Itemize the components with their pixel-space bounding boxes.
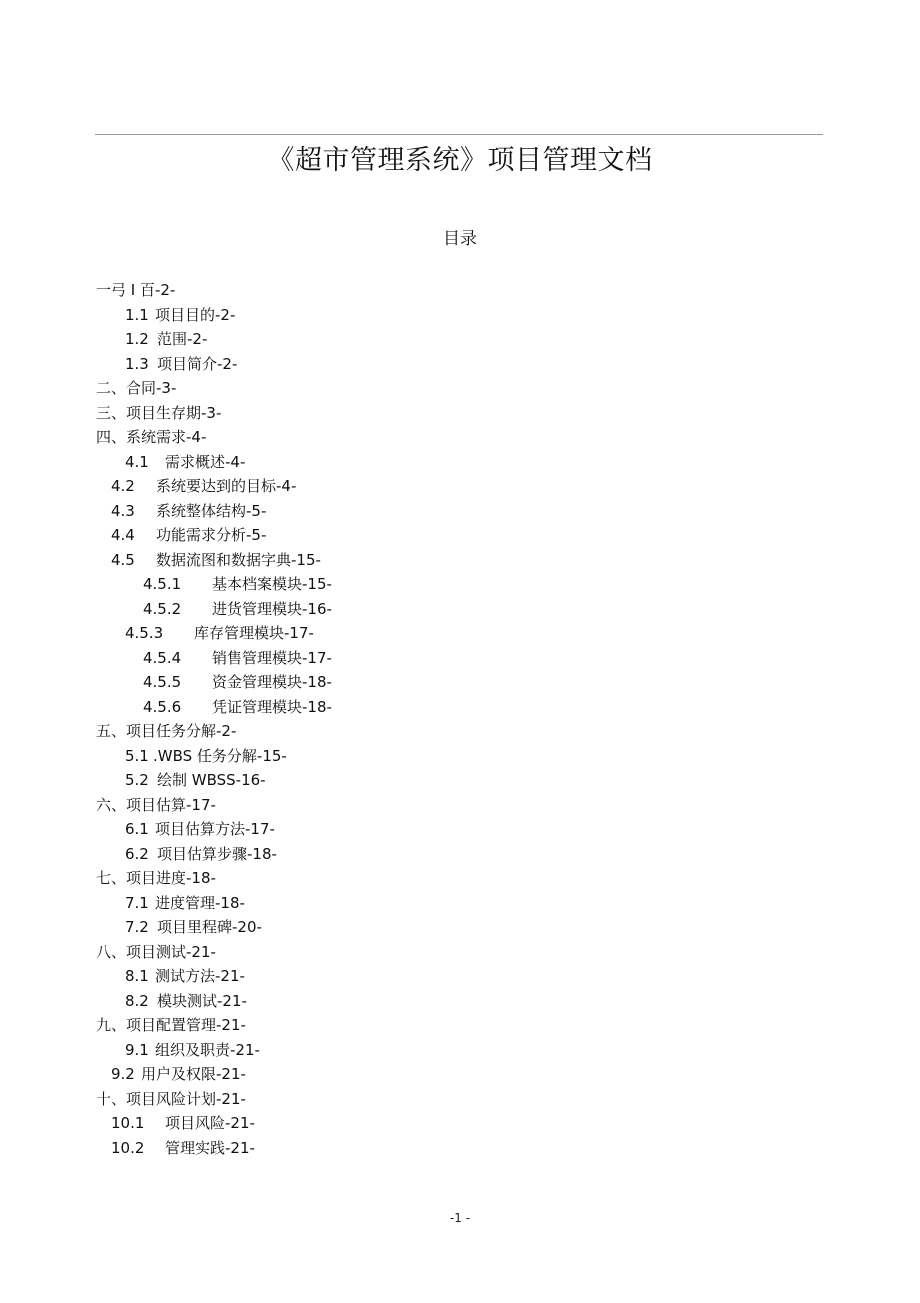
toc-item-text: 六、项目估算-17- <box>96 795 216 814</box>
toc-item-text: 五、项目任务分解-2- <box>96 722 237 740</box>
toc-item-text: 凭证管理模块-18- <box>212 697 332 716</box>
toc-item-text: 二、合同-3- <box>96 379 177 397</box>
toc-item[interactable] <box>0 474 920 499</box>
toc-item-text: 范围-2- <box>157 330 208 348</box>
toc-item-text: 系统整体结构-5- <box>156 501 267 520</box>
toc-item-text: 库存管理模块-17- <box>194 624 314 642</box>
toc-item[interactable] <box>0 719 920 744</box>
toc-item-number: 1.2 <box>125 330 149 348</box>
toc-item-text: 需求概述-4- <box>165 452 246 471</box>
toc-item[interactable] <box>0 1038 920 1063</box>
toc-item[interactable] <box>0 572 920 597</box>
toc-item-number: 10.1 <box>111 1114 145 1132</box>
toc-item-number: 4.5.1 <box>143 575 182 593</box>
toc-item-number: 4.2 <box>111 477 135 495</box>
toc-item[interactable] <box>0 352 920 377</box>
toc-item[interactable] <box>0 1087 920 1112</box>
toc-item-number: 7.2 <box>125 918 149 936</box>
toc-item[interactable] <box>0 646 920 671</box>
toc-item-number: 8.2 <box>125 991 149 1010</box>
toc-item-text: 九、项目配置管理-21- <box>96 1016 246 1034</box>
toc-item[interactable] <box>0 401 920 426</box>
toc-item-text: 绘制 WBSS-16- <box>157 771 266 789</box>
toc-item-text: 项目目的-2- <box>155 305 236 324</box>
toc-item-text: 三、项目生存期-3- <box>96 403 222 422</box>
toc-item-number: 1.3 <box>125 354 149 373</box>
toc-item[interactable] <box>0 695 920 720</box>
toc-item[interactable] <box>0 1111 920 1136</box>
toc-item-text: 项目估算方法-17- <box>155 820 275 838</box>
toc-item-text: 基本档案模块-15- <box>212 575 332 593</box>
toc-item[interactable] <box>0 866 920 891</box>
toc-item[interactable] <box>0 940 920 965</box>
toc-item-text: 测试方法-21- <box>155 967 245 985</box>
toc-item[interactable] <box>0 450 920 475</box>
document-title: 《超市管理系统》项目管理文档 <box>267 145 653 176</box>
page-number: -1 - <box>449 1211 471 1225</box>
toc-item[interactable] <box>0 964 920 989</box>
toc-item-text: 四、系统需求-4- <box>96 428 207 446</box>
toc-item-text: 进度管理-18- <box>155 893 245 912</box>
toc-item-text: 管理实践-21- <box>165 1138 255 1157</box>
toc-item-text: 一弓 I 百-2- <box>96 281 176 299</box>
toc-item-text: 项目估算步骤-18- <box>157 844 277 863</box>
toc-item-number: 4.5 <box>111 550 135 569</box>
toc-item[interactable] <box>0 278 920 303</box>
toc-item-number: 4.4 <box>111 526 135 544</box>
toc-item-text: 系统要达到的目标-4- <box>156 477 297 495</box>
toc-item-number: 4.5.6 <box>143 697 182 716</box>
toc-item[interactable] <box>0 891 920 916</box>
toc-item[interactable] <box>0 768 920 793</box>
header-rule <box>95 134 823 135</box>
toc-item[interactable] <box>0 499 920 524</box>
toc-item-number: 4.5.5 <box>143 673 182 691</box>
toc-item-text: 项目风险-21- <box>165 1114 255 1132</box>
toc-item-text: 模块测试-21- <box>157 991 247 1010</box>
toc-item-number: 4.5.4 <box>143 648 182 667</box>
toc-item-text: 资金管理模块-18- <box>212 673 332 691</box>
toc-item-number: 9.1 <box>125 1040 149 1059</box>
toc-item[interactable] <box>0 1062 920 1087</box>
toc-item[interactable] <box>0 597 920 622</box>
toc-item-number: 9.2 <box>111 1065 135 1083</box>
toc-item-number: 5.2 <box>125 771 149 789</box>
toc-item[interactable] <box>0 1136 920 1161</box>
toc-item-number: 4.5.3 <box>125 624 164 642</box>
toc-item[interactable] <box>0 1013 920 1038</box>
toc-item[interactable] <box>0 915 920 940</box>
toc-item-number: 6.1 <box>125 820 149 838</box>
toc-item[interactable] <box>0 327 920 352</box>
toc-item-number: 8.1 <box>125 967 149 985</box>
toc-item-text: 数据流图和数据字典-15- <box>156 550 321 569</box>
toc-item[interactable] <box>0 817 920 842</box>
toc-item-number: 4.5.2 <box>143 599 182 618</box>
toc-item-number: 4.3 <box>111 501 135 520</box>
toc-item[interactable] <box>0 548 920 573</box>
toc-item[interactable] <box>0 744 920 769</box>
toc-item-text: 十、项目风险计划-21- <box>96 1089 246 1108</box>
toc-item[interactable] <box>0 425 920 450</box>
toc-item[interactable] <box>0 793 920 818</box>
toc-item-text: 用户及权限-21- <box>141 1065 246 1083</box>
toc-item-text: .WBS 任务分解-15- <box>153 746 287 765</box>
toc-item-text: 组织及职责-21- <box>155 1040 260 1059</box>
toc-item[interactable] <box>0 670 920 695</box>
toc-item-text: 八、项目测试-21- <box>96 942 216 961</box>
toc-item[interactable] <box>0 303 920 328</box>
table-of-contents <box>0 278 920 1160</box>
toc-item-number: 7.1 <box>125 893 149 912</box>
toc-item-text: 项目里程碑-20- <box>157 918 262 936</box>
toc-item-text: 项目简介-2- <box>157 354 238 373</box>
toc-item-number: 10.2 <box>111 1138 145 1157</box>
toc-item-text: 功能需求分析-5- <box>156 526 267 544</box>
toc-item[interactable] <box>0 621 920 646</box>
toc-item-number: 4.1 <box>125 452 149 471</box>
toc-heading: 目录 <box>443 229 477 249</box>
toc-item-text: 进货管理模块-16- <box>212 599 332 618</box>
toc-item[interactable] <box>0 989 920 1014</box>
toc-item-number: 6.2 <box>125 844 149 863</box>
toc-item-text: 销售管理模块-17- <box>212 648 332 667</box>
toc-item-number: 5.1 <box>125 746 149 765</box>
toc-item[interactable] <box>0 523 920 548</box>
toc-item[interactable] <box>0 842 920 867</box>
toc-item[interactable] <box>0 376 920 401</box>
toc-item-number: 1.1 <box>125 305 149 324</box>
toc-item-text: 七、项目进度-18- <box>96 869 216 887</box>
